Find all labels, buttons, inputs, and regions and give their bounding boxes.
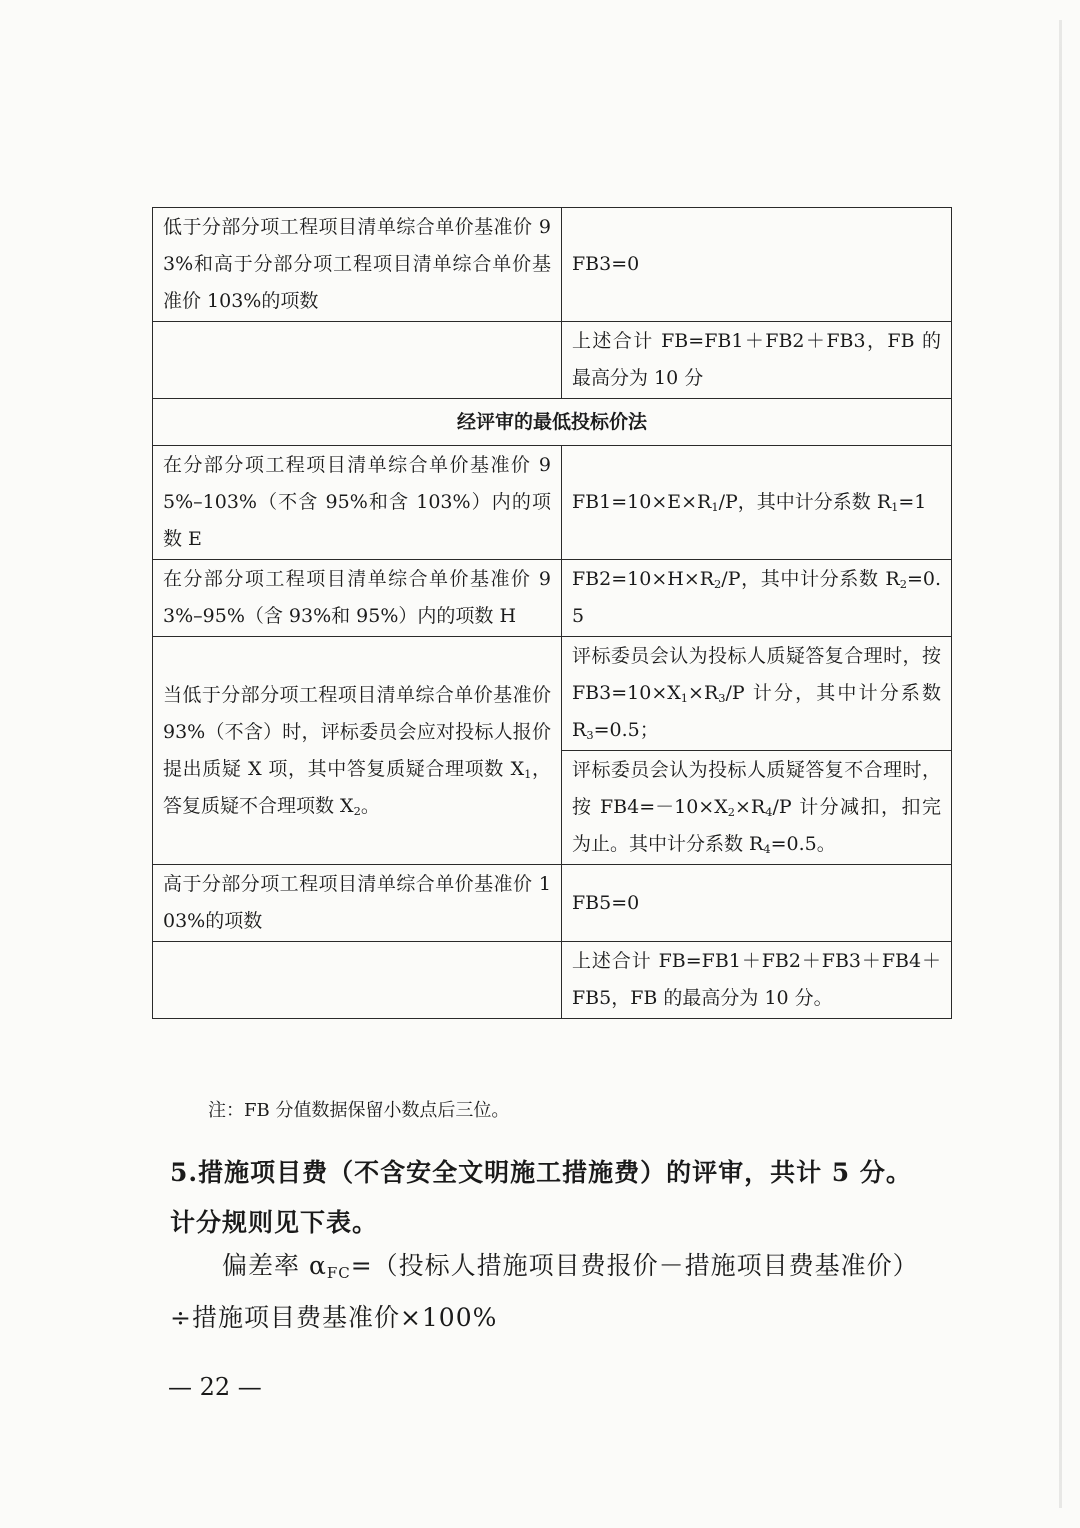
subscript: FC xyxy=(326,1263,351,1282)
formula-text: /P，其中计分系数 R xyxy=(718,491,892,513)
formula-line xyxy=(170,1240,960,1292)
formula-cell: 上述合计 FB=FB1＋FB2＋FB3，FB 的最高分为 10 分 xyxy=(562,322,952,399)
scoring-table xyxy=(152,207,952,1019)
page-number: — 22 — xyxy=(168,1373,262,1401)
formula-cell: 上述合计 FB=FB1＋FB2＋FB3＋FB4＋FB5，FB 的最高分为 10 分。 xyxy=(562,942,952,1019)
subscript: 2 xyxy=(714,576,722,591)
formula-text: /P 计分，其中计分系数 R xyxy=(572,682,941,741)
formula-text: 评标委员会认为投标人质疑答复合理时，按 FB3=10×X xyxy=(572,645,941,704)
subscript: 4 xyxy=(763,841,771,856)
section-heading xyxy=(170,1148,960,1248)
heading-line: 计分规则见下表。 xyxy=(170,1208,379,1237)
formula-text: =0.5； xyxy=(593,719,659,741)
subscript: 1 xyxy=(524,766,532,781)
criterion-cell xyxy=(153,322,562,399)
formula-line: ÷措施项目费基准价×100% xyxy=(170,1303,498,1332)
section-row xyxy=(153,399,952,446)
subscript: 3 xyxy=(586,727,594,742)
subscript: 1 xyxy=(711,499,719,514)
section-title: 经评审的最低投标价法 xyxy=(153,399,952,446)
formula-text: =0.5。 xyxy=(770,833,836,855)
subscript: 2 xyxy=(353,803,361,818)
subscript: 3 xyxy=(718,690,726,705)
formula-text: =0.5 xyxy=(572,568,941,627)
formula-text: /P 计分减扣，扣完为止。其中计分系数 R xyxy=(572,796,941,855)
formula-text: FB2=10×H×R xyxy=(572,568,715,590)
table-note: 注：FB 分值数据保留小数点后三位。 xyxy=(208,1100,510,1121)
formula-cell xyxy=(562,560,952,637)
formula-text: ×R xyxy=(735,796,766,818)
subscript: 2 xyxy=(727,804,736,819)
criterion-cell xyxy=(153,942,562,1019)
table-row xyxy=(153,322,952,399)
formula-text: ×R xyxy=(688,682,719,704)
formula-cell: FB3=0 xyxy=(562,208,952,322)
deviation-formula xyxy=(170,1240,960,1344)
formula-text: FB1=10×E×R xyxy=(572,491,712,513)
table-row xyxy=(153,942,952,1019)
criterion-text: 。 xyxy=(360,794,380,817)
table-row xyxy=(153,637,952,751)
formula-text: 偏差率 α xyxy=(222,1251,327,1280)
page-edge xyxy=(1059,20,1062,1508)
table-row xyxy=(153,865,952,942)
formula-text: 评标委员会认为投标人质疑答复不合理时，按 FB4=－10×X xyxy=(572,759,941,818)
table-row xyxy=(153,208,952,322)
subscript: 1 xyxy=(680,690,689,705)
criterion-text: ，答复质疑不合理项数 X xyxy=(163,757,551,817)
criterion-cell: 在分部分项工程项目清单综合单价基准价 93%–95%（含 93%和 95%）内的项数 H xyxy=(153,560,562,637)
formula-text: =1 xyxy=(898,491,927,513)
criterion-cell: 低于分部分项工程项目清单综合单价基准价 93%和高于分部分项工程项目清单综合单价基准价 103%的项数 xyxy=(153,208,562,322)
criterion-cell xyxy=(153,637,562,865)
criterion-cell: 高于分部分项工程项目清单综合单价基准价 103%的项数 xyxy=(153,865,562,942)
subscript: 4 xyxy=(765,804,773,819)
formula-cell xyxy=(562,637,952,751)
heading-line: 5.措施项目费（不含安全文明施工措施费）的评审，共计 5 分。 xyxy=(170,1158,912,1187)
subscript: 1 xyxy=(891,499,899,514)
criterion-cell: 在分部分项工程项目清单综合单价基准价 95%–103%（不含 95%和含 103%）内的项数 E xyxy=(153,446,562,560)
criterion-text: 当低于分部分项工程项目清单综合单价基准价 93%（不含）时，评标委员会应对投标人报价提出质疑 X 项，其中答复质疑合理项数 X xyxy=(163,683,551,780)
formula-text: =（投标人措施项目费报价－措施项目费基准价） xyxy=(350,1251,919,1280)
table-row xyxy=(153,446,952,560)
table-row xyxy=(153,560,952,637)
formula-cell xyxy=(562,751,952,865)
formula-text: /P，其中计分系数 R xyxy=(721,568,900,590)
subscript: 2 xyxy=(899,576,907,591)
formula-cell xyxy=(562,446,952,560)
formula-cell: FB5=0 xyxy=(562,865,952,942)
